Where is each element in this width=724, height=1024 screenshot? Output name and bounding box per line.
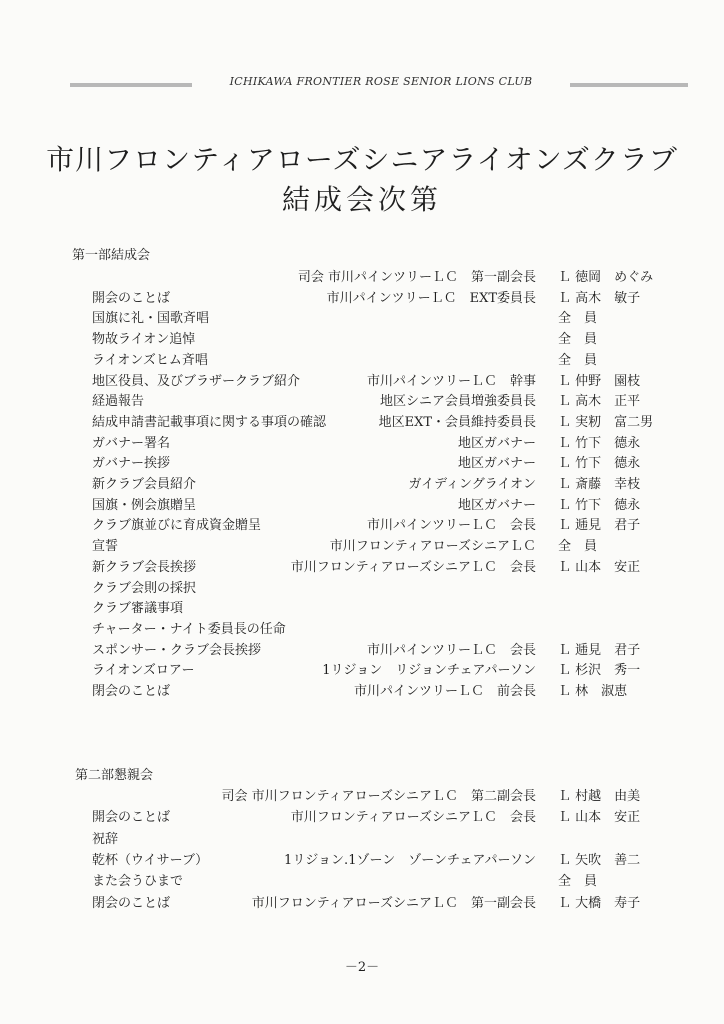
- header-rule-left: [70, 83, 192, 87]
- program-item: 新クラブ会長挨拶: [92, 559, 197, 575]
- program-row: [0, 659, 724, 679]
- program-presenter-role: ガイディングライオン: [408, 477, 536, 492]
- program-item: 結成申請書記載事項に関する事項の確認: [92, 414, 327, 430]
- program-item: また会うひまで: [92, 874, 184, 890]
- program-presenter-role: 市川パインツリーＬＣ 幹事: [366, 373, 536, 389]
- program-item: 閉会のことば: [92, 895, 171, 911]
- program-item: クラブ審議事項: [92, 601, 184, 617]
- program-row: [0, 556, 724, 576]
- program-row: [0, 577, 724, 597]
- program-item: 経過報告: [92, 394, 145, 410]
- running-header: [70, 74, 688, 94]
- program-person: Ｌ 山本 安正: [558, 559, 641, 575]
- document-title: 市川フロンティアローズシニアライオンズクラブ: [46, 143, 678, 176]
- program-row: [0, 870, 724, 890]
- program-presenter-role: 市川フロンティアローズシニアＬＣ: [329, 539, 536, 555]
- program-person: Ｌ 実籾 富二男: [558, 414, 654, 430]
- program-presenter-role: 地区ガバナー: [457, 456, 536, 472]
- program-presenter-role: 市川パインツリーＬＣ 会長: [366, 518, 536, 534]
- program-row: [0, 535, 724, 555]
- program-person: Ｌ 徳岡 めぐみ: [558, 270, 654, 285]
- program-item: クラブ旗並びに育成資金贈呈: [92, 518, 262, 534]
- program-person: Ｌ 逓見 君子: [558, 642, 641, 658]
- program-presenter-role: 地区ガバナー: [457, 497, 536, 513]
- program-person: 全 員: [558, 311, 598, 327]
- program-item: クラブ会則の採択: [92, 580, 197, 596]
- program-person: Ｌ 高木 正平: [558, 394, 641, 410]
- program-row: [0, 494, 724, 514]
- program-row: [0, 432, 724, 452]
- program-row: [0, 370, 724, 390]
- program-person: Ｌ 竹下 德永: [558, 456, 641, 472]
- program-row: [0, 892, 724, 912]
- program-person: 全 員: [558, 332, 598, 348]
- program-item: チャーター・ナイト委員長の任命: [92, 621, 286, 637]
- header-rule-right: [570, 83, 688, 87]
- program-item: 開会のことば: [92, 810, 171, 826]
- program-item: 開会のことば: [92, 290, 171, 306]
- program-row: [0, 328, 724, 348]
- program-item: 新クラブ会員紹介: [92, 477, 197, 492]
- program-presenter-role: 市川パインツリーＬＣ 会長: [366, 642, 536, 658]
- program-person: Ｌ 竹下 德永: [558, 435, 641, 451]
- page-number: －2－: [344, 960, 380, 975]
- program-person: 全 員: [558, 539, 598, 555]
- program-item: 乾杯（ウイサーブ）: [92, 852, 209, 868]
- program-item: ガバナー挨拶: [92, 456, 171, 472]
- document-subtitle: 結成会次第: [281, 183, 442, 216]
- program-presenter-role: 司会 市川パインツリーＬＣ 第一副会長: [297, 270, 536, 285]
- program-row: [0, 785, 724, 805]
- program-person: Ｌ 逓見 君子: [558, 518, 641, 534]
- program-row: [0, 618, 724, 638]
- program-person: 全 員: [558, 874, 598, 890]
- program-row: [0, 390, 724, 410]
- program-presenter-role: 地区EXT・会員維持委員長: [378, 414, 536, 430]
- program-row: [0, 639, 724, 659]
- program-presenter-role: 市川フロンティアローズシニアＬＣ 会長: [290, 559, 536, 575]
- program-presenter-role: 1リジョン リジョンチェアパーソン: [322, 663, 536, 679]
- program-row: [0, 287, 724, 307]
- program-presenter-role: 市川フロンティアローズシニアＬＣ 第一副会長: [251, 895, 536, 911]
- program-item: 国旗・例会旗贈呈: [92, 497, 197, 513]
- program-row: [0, 307, 724, 327]
- program-person: Ｌ 山本 安正: [558, 810, 641, 826]
- program-person: Ｌ 矢吹 善二: [558, 852, 641, 868]
- program-person: Ｌ 村越 由美: [558, 789, 641, 804]
- program-person: Ｌ 杉沢 秀一: [558, 663, 641, 679]
- program-item: ガバナー署名: [92, 435, 171, 451]
- program-item: スポンサー・クラブ会長挨拶: [92, 642, 262, 658]
- program-item: 地区役員、及びブラザークラブ紹介: [92, 373, 301, 389]
- program-item: 物故ライオン追悼: [92, 332, 196, 348]
- program-person: Ｌ 大橋 寿子: [558, 895, 641, 911]
- program-person: Ｌ 高木 敏子: [558, 290, 641, 306]
- program-presenter-role: 1リジョン.1ゾーン ゾーンチェアパーソン: [284, 852, 536, 868]
- program-row: [0, 597, 724, 617]
- part1-heading: 第一部結成会: [72, 248, 151, 263]
- program-person: 全 員: [558, 352, 598, 368]
- program-item: ライオンズヒム斉唱: [92, 352, 208, 368]
- program-presenter-role: 市川パインツリーＬＣ 前会長: [353, 684, 536, 699]
- program-row: [0, 473, 724, 493]
- program-row: [0, 411, 724, 431]
- program-row: [0, 849, 724, 869]
- program-item: 閉会のことば: [92, 684, 171, 699]
- program-presenter-role: 地区ガバナー: [457, 435, 536, 451]
- part2-heading: 第二部懇親会: [75, 768, 154, 783]
- program-row: [0, 828, 724, 848]
- program-item: 宣誓: [92, 539, 119, 555]
- program-person: Ｌ 竹下 德永: [558, 497, 641, 513]
- program-presenter-role: 市川フロンティアローズシニアＬＣ 会長: [290, 810, 536, 826]
- program-row: [0, 349, 724, 369]
- program-person: Ｌ 斎藤 幸枝: [558, 477, 641, 492]
- program-item: ライオンズロアー: [92, 663, 195, 679]
- program-row: [0, 266, 724, 286]
- program-presenter-role: 市川パインツリーＬＣ EXT委員長: [326, 290, 536, 306]
- program-presenter-role: 地区シニア会員増強委員長: [379, 394, 536, 410]
- club-name-english: ICHIKAWA FRONTIER ROSE SENIOR LIONS CLUB: [229, 75, 533, 88]
- program-row: [0, 514, 724, 534]
- program-presenter-role: 司会 市川フロンティアローズシニアＬＣ 第二副会長: [221, 789, 536, 804]
- program-item: 祝辞: [92, 831, 119, 847]
- program-row: [0, 806, 724, 826]
- program-person: Ｌ 林 淑恵: [558, 684, 628, 699]
- program-row: [0, 680, 724, 700]
- program-item: 国旗に礼・国歌斉唱: [92, 311, 210, 327]
- program-row: [0, 452, 724, 472]
- program-person: Ｌ 仲野 園枝: [558, 373, 641, 389]
